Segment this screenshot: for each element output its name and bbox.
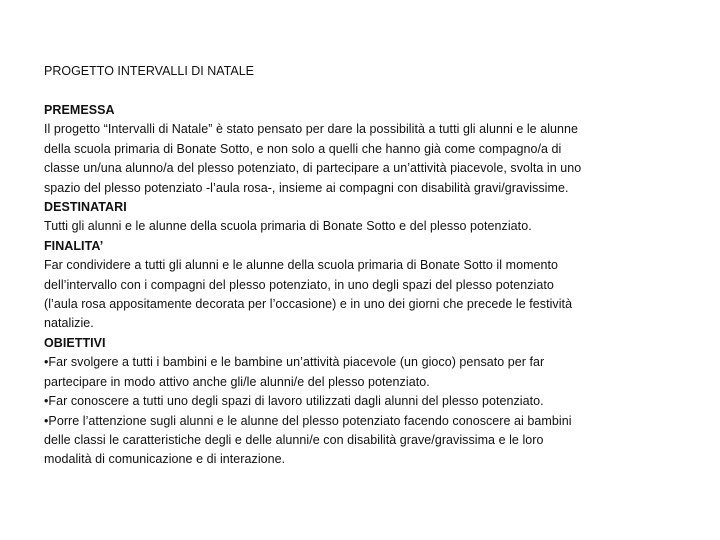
premessa-line: spazio del plesso potenziato -l’aula rosa-, insieme ai compagni con disabilità gravi/gravissime. bbox=[44, 180, 569, 195]
obiettivi-line: modalità di comunicazione e di interazione. bbox=[44, 452, 286, 467]
page-title: PROGETTO INTERVALLI DI NATALE bbox=[44, 64, 255, 78]
finalita-line: dell’intervallo con i compagni del plesso potenziato, in uno degli spazi del plesso potenziato bbox=[44, 277, 554, 292]
obiettivi-line: partecipare in modo attivo anche gli/le alunni/e del plesso potenziato. bbox=[44, 374, 430, 389]
finalita-line: natalizie. bbox=[44, 316, 94, 331]
section-heading-finalita: FINALITA’ bbox=[44, 238, 104, 253]
section-heading-premessa: PREMESSA bbox=[44, 103, 115, 117]
premessa-line: classe un/una alunno/a del plesso potenziato, di partecipare a un’attività piacevole, svolta in uno bbox=[44, 161, 582, 176]
section-heading-destinatari: DESTINATARI bbox=[44, 200, 127, 215]
finalita-line: Far condividere a tutti gli alunni e le alunne della scuola primaria di Bonate Sotto il momento bbox=[44, 258, 559, 273]
premessa-line: Il progetto “Intervalli di Natale” è stato pensato per dare la possibilità a tutti gli alunni e le alunne bbox=[44, 122, 579, 137]
destinatari-line: Tutti gli alunni e le alunne della scuola primaria di Bonate Sotto e del plesso potenziato. bbox=[44, 219, 532, 234]
obiettivi-line: •Far conoscere a tutti uno degli spazi di lavoro utilizzati dagli alunni del plesso potenziato. bbox=[44, 394, 544, 409]
document-body bbox=[44, 101, 684, 470]
obiettivi-line: •Far svolgere a tutti i bambini e le bambine un’attività piacevole (un gioco) pensato per far bbox=[44, 355, 545, 370]
finalita-line: (l’aula rosa appositamente decorata per l’occasione) e in uno dei giorni che precede le festività bbox=[44, 297, 573, 312]
obiettivi-line: delle classi le caratteristiche degli e delle alunni/e con disabilità grave/gravissima e le loro bbox=[44, 432, 544, 447]
premessa-line: della scuola primaria di Bonate Sotto, e non solo a quelli che hanno già come compagno/a di bbox=[44, 141, 562, 156]
section-heading-obiettivi: OBIETTIVI bbox=[44, 335, 106, 350]
obiettivi-line: •Porre l’attenzione sugli alunni e le alunne del plesso potenziato facendo conoscere ai bambini bbox=[44, 413, 572, 428]
